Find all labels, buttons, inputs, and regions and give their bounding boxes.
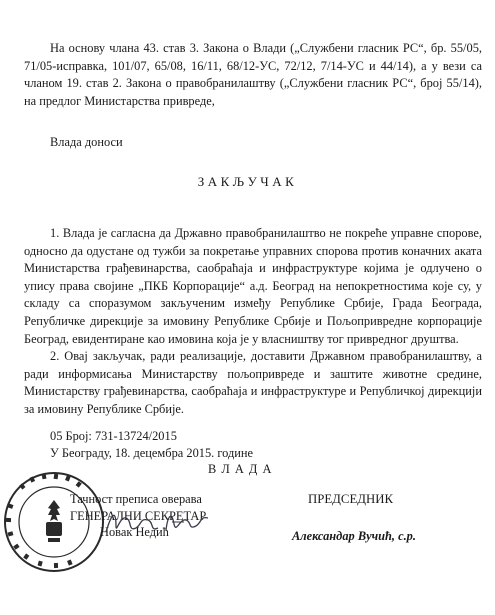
certification-text: Тачност преписа оверава [70, 492, 202, 506]
president-name: Александар Вучић, с.р. [292, 529, 416, 543]
place-and-date: У Београду, 18. децембра 2015. године [50, 446, 254, 460]
document-title: ЗАКЉУЧАК [197, 174, 298, 189]
handwritten-signature-icon [102, 506, 214, 540]
government-adopts-text: Влада доноси [50, 135, 123, 149]
point-1-paragraph: 1. Влада је сагласна да Државно правобранилаштво не покреће управне спорове, односно да одустане од тужби за покретање управних спорова против коначних аката Министарства грађевинарства, саобраћаја и инфраструктуре којима је одлучено о упису права својине „ПКБ Корпорације“ а.д. Београд на непокретностима које су, у складу са споразумом закљученим између Републике Србије, Града Београда, Републичке дирекције за имовину Републике Србије и Пољопривредне корпорације Београд, евидентиране као имовина која је у власништву тог привредног друштва. [24, 226, 482, 346]
president-title: ПРЕДСЕДНИК [308, 492, 394, 506]
secretary-title: ГЕНЕРАЛНИ СЕКРЕТАР [70, 509, 207, 523]
secretary-name: Новак Недић [100, 525, 169, 539]
document-number: 05 Број: 731-13724/2015 [50, 429, 177, 443]
government-heading: В Л А Д А [208, 462, 273, 476]
preamble-paragraph: На основу члана 43. став 3. Закона о Влади („Службени гласник РС“, бр. 55/05, 71/05-исправка, 101/07, 65/08, 16/11, 68/12-УС, 72/12, 7/14-УС и 44/14), а у вези са чланом 19. став 2. Закона о правобранилаштву („Службени гласник РС“, број 55/14), на предлог Министарства привреде, [24, 41, 482, 108]
point-2-paragraph: 2. Овај закључак, ради реализације, доставити Државном правобранилаштву, а ради информисања Министарству пољопривреде и заштите животне средине, Министарству грађевинарства, саобраћаја и инфраструктуре и Републичкој дирекцији за имовину Републике Србије. [24, 349, 482, 416]
